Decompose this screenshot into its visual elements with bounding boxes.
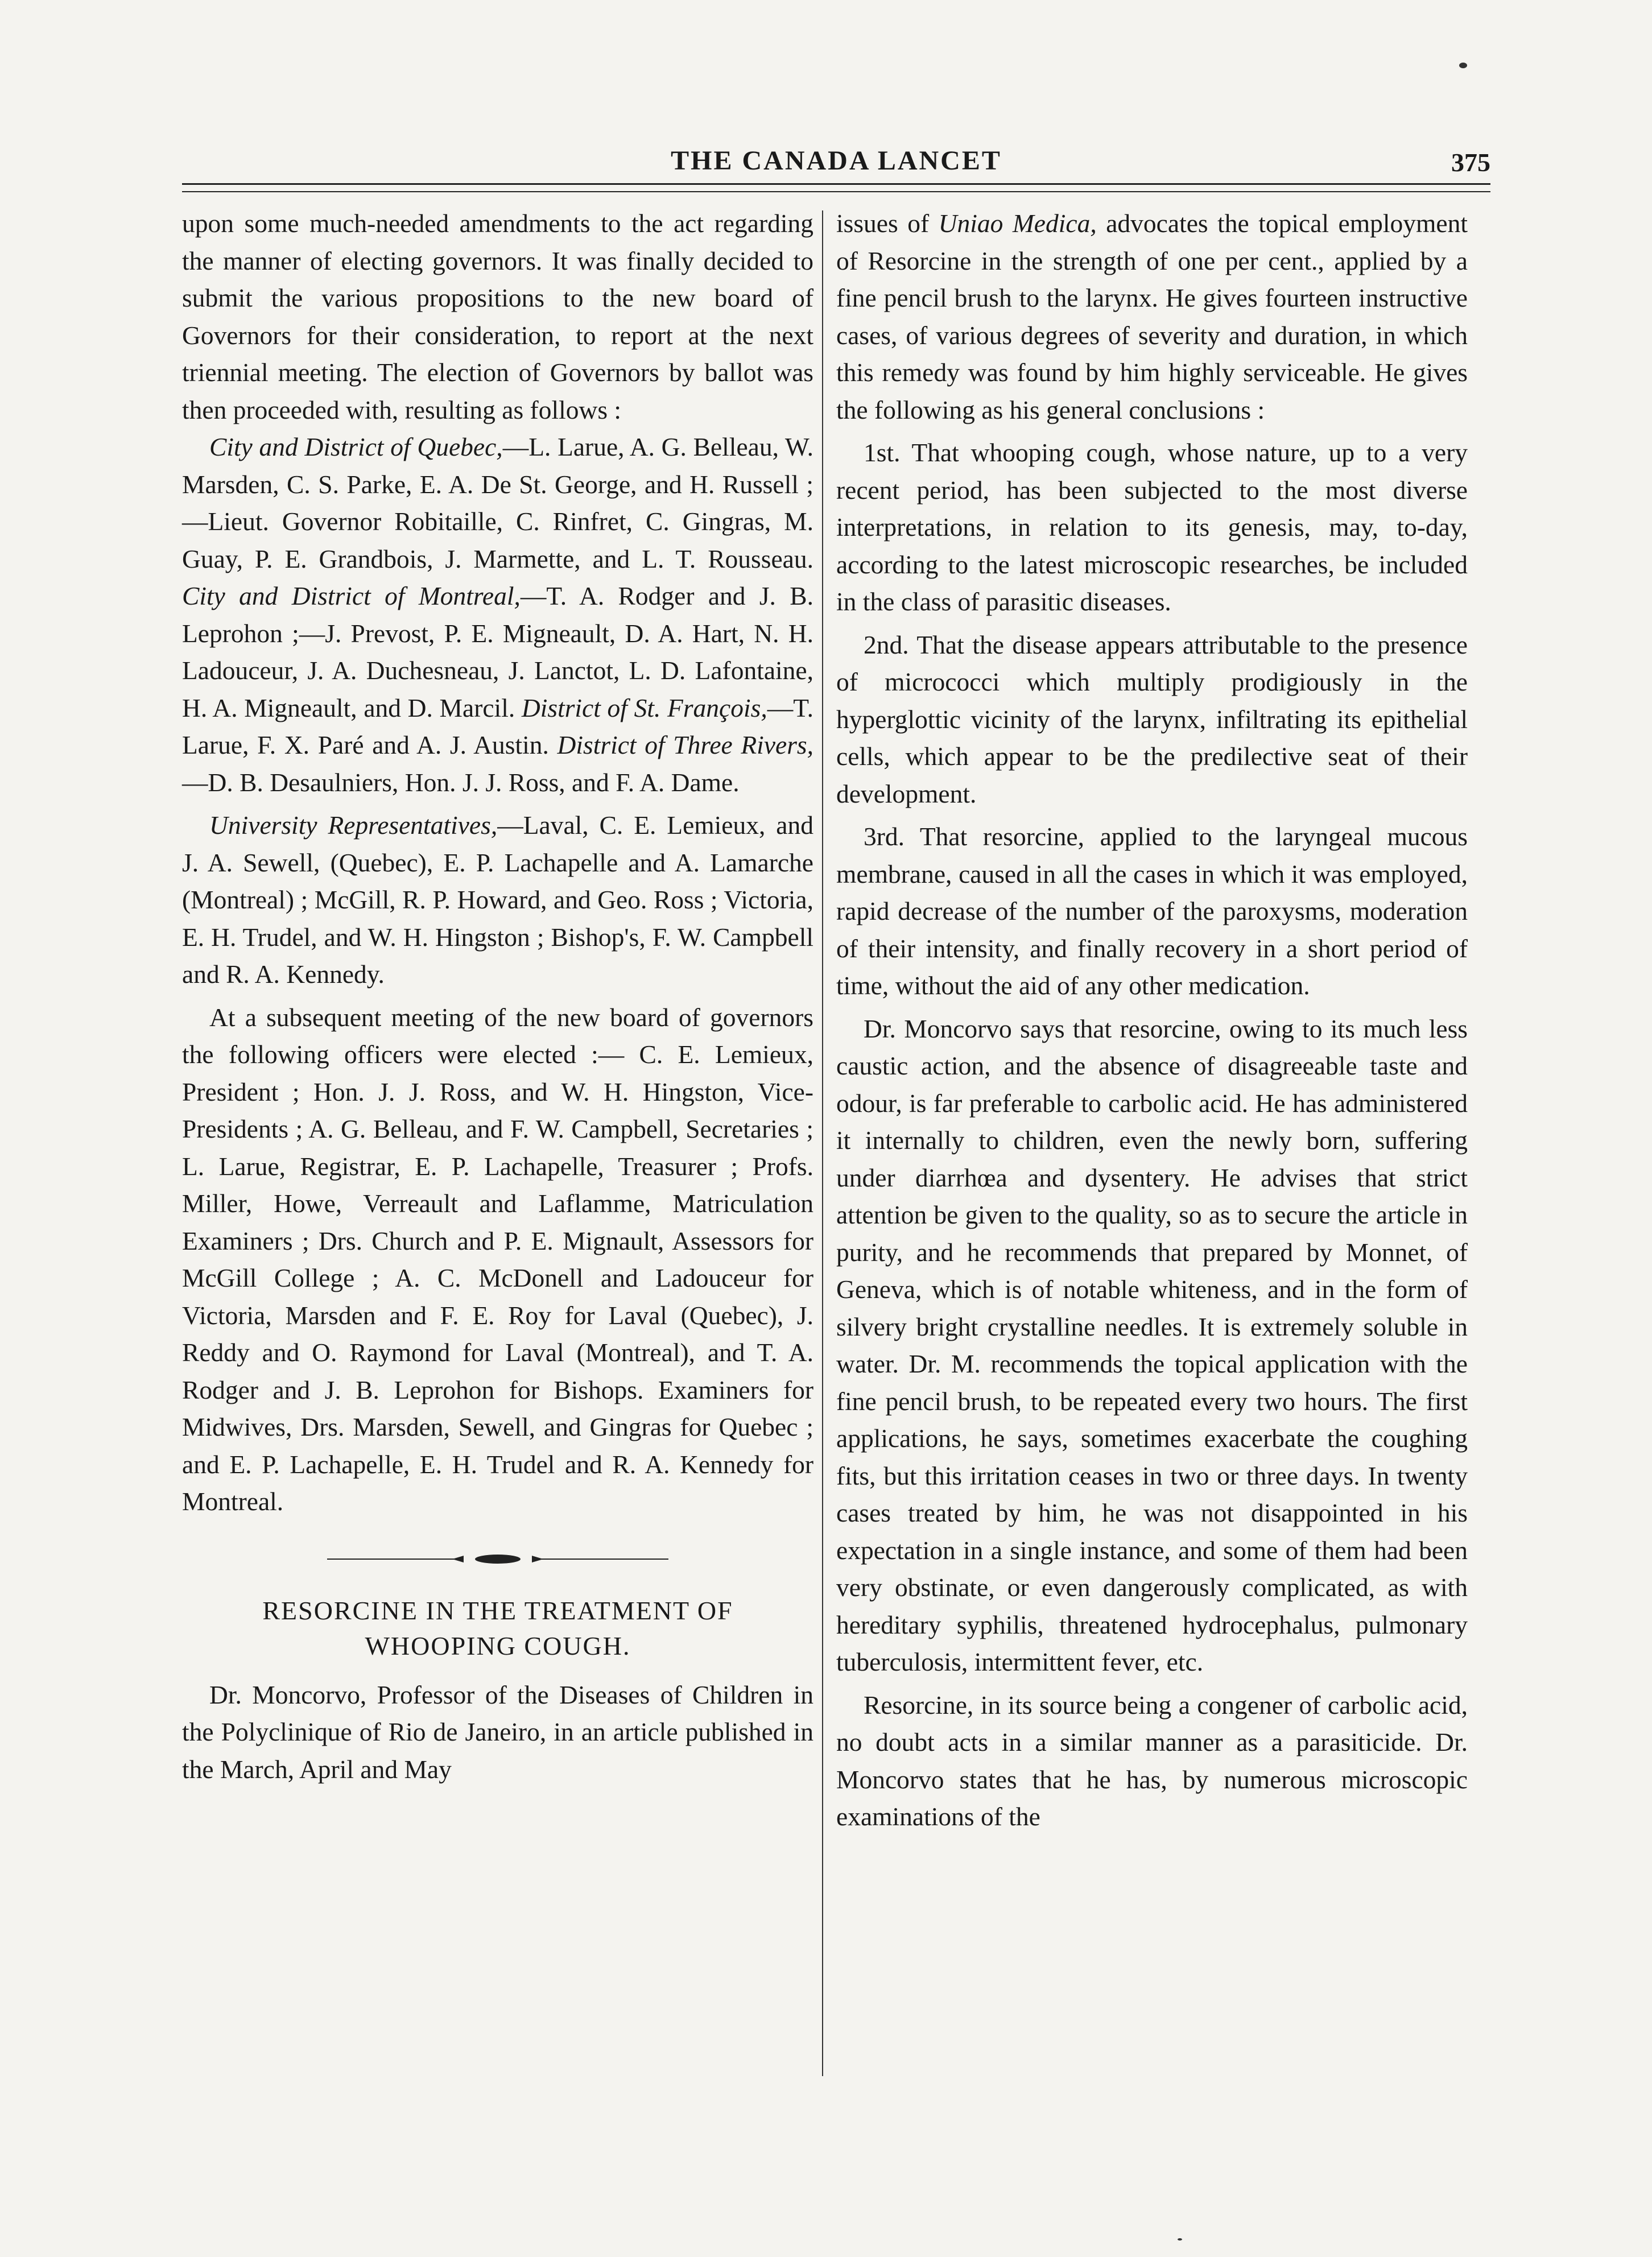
text-quebec: —L. Larue, A. G. Belleau, W. Marsden, C. S. Parke, E. A. De St. George, and H. Russell ;—Lieut. Governor Robitaille, C. Rinfret, C. Gingras, M. Guay, P. E. Grandbois, J. Marmette, and L. T. Rousseau. <box>182 432 814 573</box>
page-number: 375 <box>1451 148 1490 177</box>
paragraph-election: upon some much-needed amendments to the act regarding the manner of electing governors. It was finally decided to submit the various propositions to the new board of Governors for their consideration, to report at the next triennial meeting. The election of Governors by ballot was then proceeded with, resulting as follows : <box>182 209 813 424</box>
journal-name: Uniao Medica, <box>938 209 1097 238</box>
section-divider-ornament <box>327 1553 668 1565</box>
paragraph-uniao-medica <box>836 205 1468 428</box>
text-university: —Laval, C. E. Lemieux, and J. A. Sewell, (Quebec), E. P. Lachapelle and A. Lamarche (Montreal) ; McGill, R. P. Howard, and Geo. Ross ; Victoria, E. H. Trudel, and W. H. Hingston ; Bishop's, F. W. Campbell and R. A. Kennedy. <box>182 811 813 989</box>
paragraph-moncorvo-intro: Dr. Moncorvo, Professor of the Diseases of Children in the Polyclinique of Rio de Janeiro, in an article published in the March, April and May <box>182 1680 813 1784</box>
header-rule <box>182 183 1490 192</box>
text-st-francois: —T. Larue, F. X. Paré and A. J. Austin. <box>182 693 813 759</box>
label-st-francois: District of St. François, <box>521 693 767 722</box>
label-three-rivers: District of Three Rivers, <box>557 730 813 759</box>
text-advocates: advocates the topical employment of Resorcine in the strength of one per cent., applied by a fine pencil brush to the larynx. He gives fourteen instructive cases, of various degrees of severity and duration, in which this remedy was found by him highly serviceable. He gives the following as his general conclusions : <box>836 209 1468 424</box>
label-university: University Representatives, <box>209 811 498 840</box>
running-title: THE CANADA LANCET <box>671 146 1002 176</box>
text-issues-of: issues of <box>836 209 939 238</box>
right-column <box>836 205 1468 2082</box>
section-heading-line-2: WHOOPING COUGH. <box>365 1631 631 1660</box>
paragraph-university <box>182 807 813 993</box>
print-speck <box>1459 63 1467 68</box>
paragraph-moncorvo-says: Dr. Moncorvo says that resorcine, owing to its much less caustic action, and the absence of disagreeable taste and odour, is far preferable to carbolic acid. He has administered it internally to children, even the newly born, suffering under diarrhœa and dysentery. He advises that strict attention be given to the quality, so as to secure the article in purity, and he recommends that prepared by Monnet, of Geneva, which is of notable whiteness, and in the form of silvery bright crystalline needles. It is extremely soluble in water. Dr. M. recommends the topical application with the fine pencil brush, to be repeated every two hours. The first applications, he says, sometimes exacerbate the coughing fits, but this irritation ceases in two or three days. In twenty cases treated by him, he was not disappointed in his expectation in a single instance, and some of them had been very obstinate, or even dangerously complicated, as with hereditary syphilis, threatened hydrocephalus, pulmonary tuberculosis, intermittent fever, etc. <box>836 1014 1468 1676</box>
text-montreal: —T. A. Rodger and J. B. Leprohon ;—J. Prevost, P. E. Migneault, D. A. Hart, N. H. Ladouceur, J. A. Duchesneau, J. Lanctot, L. D. Lafontaine, H. A. Migneault, and D. Marcil. <box>182 581 813 722</box>
label-quebec: City and District of Quebec, <box>209 432 503 461</box>
paragraph-district-results <box>182 428 813 801</box>
paragraph-officers: At a subsequent meeting of the new board of governors the following officers were elected :— C. E. Lemieux, President ; Hon. J. J. Ross, and W. H. Hingston, Vice-Presidents ; A. G. Belleau, and F. W. Campbell, Secretaries ; L. Larue, Registrar, E. P. Lachapelle, Treasurer ; Profs. Miller, Howe, Verreault and Laflamme, Matriculation Examiners ; Drs. Church and P. E. Mignault, Assessors for McGill College ; A. C. McDonell and Ladouceur for Victoria, Marsden and F. E. Roy for Laval (Quebec), J. Reddy and O. Raymond for Laval (Montreal), and T. A. Rodger and J. B. Leprohon for Bishops. Examiners for Midwives, Drs. Marsden, Sewell, and Gingras for Quebec ; and E. P. Lachapelle, E. H. Trudel and R. A. Kennedy for Montreal. <box>182 1002 813 1516</box>
text-three-rivers: —D. B. Desaulniers, Hon. J. J. Ross, and F. A. Dame. <box>182 767 740 797</box>
conclusion-2: 2nd. That the disease appears attributable to the presence of micrococci which multiply prodigiously in the hyperglottic vicinity of the larynx, infiltrating its epithelial cells, which appear to be the predilective seat of their development. <box>836 630 1468 808</box>
print-speck <box>1178 2238 1182 2241</box>
column-divider <box>822 210 823 2076</box>
conclusion-3: 3rd. That resorcine, applied to the laryngeal mucous membrane, caused in all the cases in which it was employed, rapid decrease of the number of the paroxysms, moderation of their intensity, and finally recovery in a short period of time, without the aid of any other medication. <box>836 822 1468 1000</box>
conclusion-1: 1st. That whooping cough, whose nature, up to a very recent period, has been subjected to the most diverse interpretations, in relation to its genesis, may, to-day, according to the latest microscopic researches, be included in the class of parasitic diseases. <box>836 438 1468 616</box>
left-column <box>182 205 813 2082</box>
section-heading-line-1: RESORCINE IN THE TREATMENT OF <box>262 1595 733 1625</box>
paragraph-parasiticide: Resorcine, in its source being a congener of carbolic acid, no doubt acts in a similar manner as a parasiticide. Dr. Moncorvo states that he has, by numerous microscopic examinations of the <box>836 1690 1468 1831</box>
section-heading <box>182 1593 813 1664</box>
label-montreal: City and District of Montreal, <box>182 581 521 610</box>
